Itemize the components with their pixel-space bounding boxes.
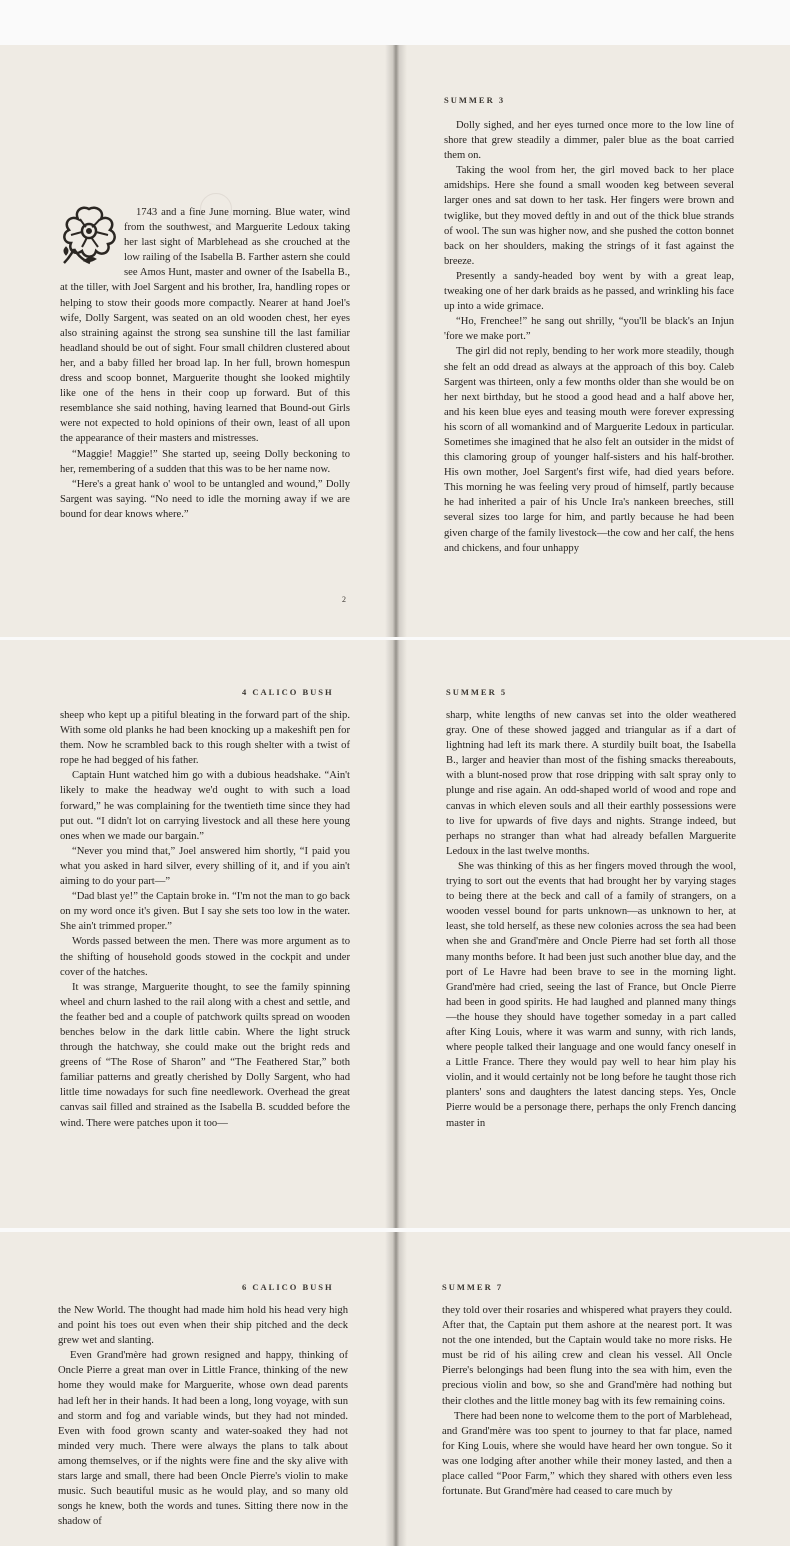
paragraph: Even Grand'mère had grown resigned and happy, thinking of Oncle Pierre a great man over in Little France, thinking of the new home they would make for Marguerite, whose own dead parents had left her in their hands. It had been a long, long voyage, with sun and storm and fog and variable winds, but they had not minded. Even with food grown scanty and water-soaked they had not minded very much. There were always the plans to talk about among themselves, or if the nights were fine and the sky alive with stars large and small, there had been Oncle Pierre's violin to make music. Such beautiful music as he would play, and so many old songs he knew, both the words and tunes. Sitting there now in the shadow of [58,1350,348,1528]
paragraph: “Dad blast ye!” the Captain broke in. “I'm not the man to go back on my word once it's given. But I say she sets too low in the water. She ain't trimmed proper.” [60,891,350,933]
paragraph: Presently a sandy-headed boy went by with a great leap, tweaking one of her dark braids as he passed, and wrinkling his face up into a wide grimace. [444,270,734,313]
paragraph: It was strange, Marguerite thought, to see the family spinning wheel and churn lashed to the rail along with a chest and settle, and the feather bed and a couple of patchwork quilts spread on wooden benches below in the dark little cabin. Where the light struck through the hatchway, she could make out the bright reds and greens of “The Rose of Sharon” and “The Feathered Star,” both familiar patterns and greatly cherished by Dolly Sargent, who had little time nowadays for such fine needlework. Overhead the great canvas sail filled and strained as the Isabella B. scudded before the wind. There were patches upon it too— [60,981,350,1129]
running-header: 4 CALICO BUSH [242,687,334,697]
spread-pages-4-5 [0,640,790,1228]
paragraph: She was thinking of this as her fingers moved through the wool, trying to sort out the events that had brought her by varying stages to being there at the beck and call of a family of strangers, on a wooden vessel bound for parts unknown—as unknown to her, at least, she told herself, as these new colonies across the sea had been when she and Grand'mère and Oncle Pierre had set forth all those many months before. It had been just such another blue day, and the port of Le Havre had been brave to see in the morning light. Grand'mère had cried, seeing the last of France, but Oncle Pierre had been in good spirits. He had laughed and planned many things—the house they should have together someday in a part called after King Louis, where it was warm and sunny, with rich lands, where people talked their language and one would fancy oneself in a Little France. There they would pay well to hear him play his violin, and it would certainly not be long before he taught those rich planters' sons and daughters the latest dancing steps. Yes, Oncle Pierre would be a personage there, perhaps the only French dancing master in [446,860,736,1129]
paragraph: There had been none to welcome them to the port of Marblehead, and Grand'mère was too spent to journey to that far place, named for King Louis, where she would have heard her own tongue. So it was one lodging after another while their money lasted, and then a place called “Poor Farm,” which they shared with others even less fortunate. But Grand'mère had ceased to care much by [442,1410,732,1498]
running-header: 6 CALICO BUSH [242,1282,334,1292]
paragraph: The girl did not reply, bending to her work more steadily, though she felt an odd dread as always at the approach of this boy. Caleb Sargent was thirteen, only a few months older than she would be on her next birthday, but he stood a good head and a half above her, and his keen blue eyes and teasing mouth were forever expressing his scorn of all womankind and of Marguerite Ledoux in particular. Sometimes she imagined that he also felt an outsider in the midst of this clamoring group of younger half-sisters and his half-brother. His own mother, Joel Sargent's first wife, had died years before. This morning he was feeling very proud of himself, partly because he had inherited a pair of his Uncle Ira's nankeen breeches, still several sizes too large for him, and partly because he had been given charge of the family livestock—the cow and her calf, the hens and chickens, and four unhappy [444,346,734,554]
page-4-text [60,708,350,1131]
running-header: SUMMER 3 [444,95,506,105]
page-number: 2 [342,595,346,604]
paragraph: Captain Hunt watched him go with a dubious headshake. “Ain't likely to make the headway we'd ought to with such a load forward,” he was complaining for the twentieth time since they had put out. “I didn't lot on carrying livestock and all these here young ones when we made our bargain.” [60,770,350,842]
paragraph: they told over their rosaries and whispered what prayers they could. After that, the Captain put them ashore at the nearest port. It was not the one intended, but the Captain would take no more risks. He must be rid of his ailing crew and clean his vessel. All Oncle Pierre's belongings had been flung into the sea with him, even the precious violin and bow, so she and Grand'mère had nothing but their clothes and the little money bag with its few remaining coins. [442,1305,732,1407]
page-7-text [442,1303,732,1499]
running-header: SUMMER 7 [442,1282,504,1292]
paragraph: “Here's a great hank o' wool to be untangled and wound,” Dolly Sargent was saying. “No need to idle the morning away if we are bound for dear knows where.” [60,478,350,520]
spread-pages-2-3 [0,45,790,637]
page-4 [0,640,390,1228]
running-header: SUMMER 5 [446,687,508,697]
paragraph: “Ho, Frenchee!” he sang out shrilly, “you'll be black's an Injun 'fore we make port.” [444,316,734,343]
paragraph: Words passed between the men. There was more argument as to the shifting of household goods stowed in the cockpit and under cover of the hatches. [60,936,350,978]
paragraph: “Maggie! Maggie!” She started up, seeing Dolly beckoning to her, remembering of a sudden that this was to be her name now. [60,448,350,475]
page-2 [0,45,390,637]
page-6-text [58,1303,348,1529]
paragraph: 1743 and a fine June morning. Blue water, wind from the southwest, and Marguerite Ledoux taking her last sight of Marblehead as she crouched at the low railing of the Isabella B. Farther astern she could see Amos Hunt, master and owner of the Isabella B., at the tiller, with Joel Sargent and his brother, Ira, handling ropes or helping to stow their goods more compactly. Nearer at hand Joel's wife, Dolly Sargent, was seated on an old wooden chest, her eyes also straining against the strong sea sunshine till the last familiar headland should be out of sight. Four small children clustered about her, and a baby filled her broad lap. In her full, brown homespun dress and scoop bonnet, Marguerite thought she looked mightily like one of the hens in their coop up forward. But of this resemblance she said nothing, having learned that Bound-out Girls were not expected to hold opinions of their own, least of all upon the appearance of their masters and mistresses. [60,207,350,445]
page-7 [400,1232,790,1546]
spread-pages-6-7 [0,1232,790,1546]
page-6 [0,1232,390,1546]
paragraph: Taking the wool from her, the girl moved back to her place amidships. Here she found a small wooden keg between several larger ones and sat down to her task. Her fingers were brown and twiglike, but they moved deftly in and out of the thick blue strands of wool. The sun was higher now, and she pushed the cotton bonnet back on her shoulders, making the strings of it fast against the breeze. [444,165,734,267]
paragraph: “Never you mind that,” Joel answered him shortly, “I paid you what you asked in hard silver, every shilling of it, and if you ain't aiming to do your part—” [60,845,350,888]
page-3 [400,45,790,637]
page-3-text [444,118,734,556]
page-5 [400,640,790,1228]
paragraph: sheep who kept up a pitiful bleating in the forward part of the ship. With some old planks he had been knocking up a makeshift pen for them. Now he scrambled back to this rough shelter with a twist of rope he had begged of his father. [60,710,350,767]
page-2-text [60,205,350,522]
page-5-text [446,708,736,1131]
paragraph: sharp, white lengths of new canvas set into the older weathered gray. One of these showed jagged and triangular as if a dart of lightning had left its mark there. A sturdily built boat, the Isabella B., larger and heavier than most of the fishing smacks thereabouts, with a blunt-nosed prow that rose dripping with salt spray only to plunge and rise again. An odd-shaped world of wood and rope and canvas in which eleven souls and all their earthly possessions were to live for upwards of five days and nights. Strange indeed, but perhaps no stranger than what had already befallen Marguerite Ledoux in the last twelve months. [446,710,736,857]
paragraph: the New World. The thought had made him hold his head very high and point his toes out even when their ship pitched and the deck grew wet and slanting. [58,1305,348,1347]
flower-ornament-icon [60,205,118,265]
paragraph: Dolly sighed, and her eyes turned once more to the low line of shore that grew steadily a dimmer, paler blue as the boat carried them on. [444,120,734,162]
